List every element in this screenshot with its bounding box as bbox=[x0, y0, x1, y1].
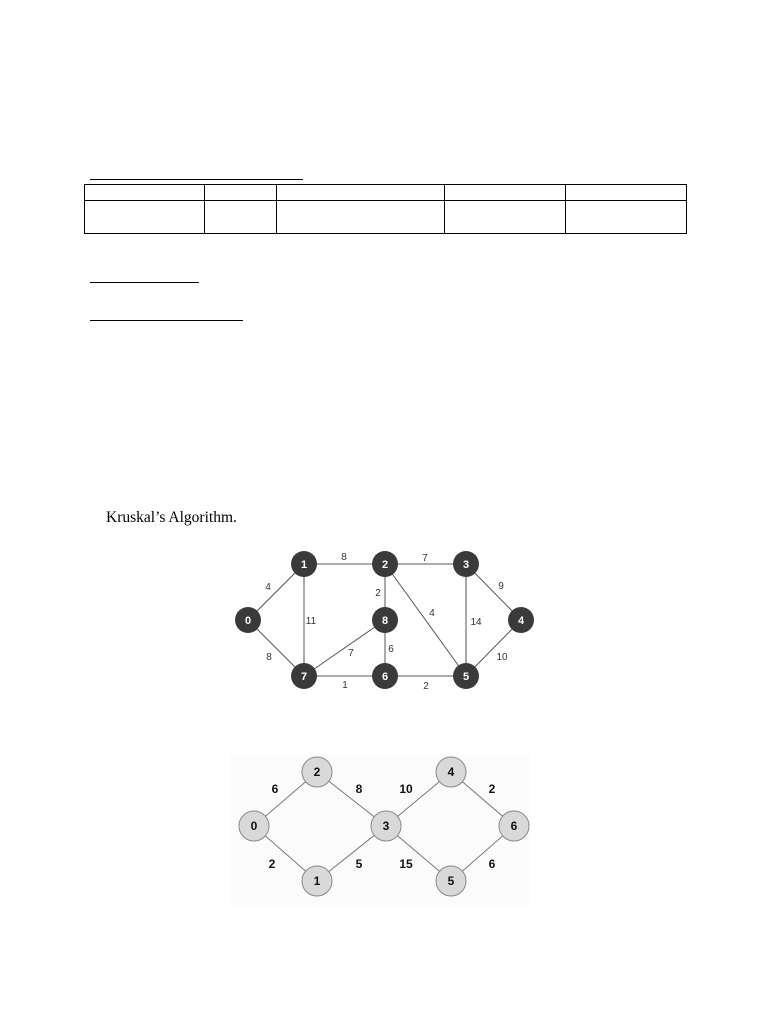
node-label: 2 bbox=[381, 559, 389, 571]
node-label: 0 bbox=[250, 819, 258, 833]
edge-weight: 2 bbox=[488, 782, 496, 796]
edge-weight: 7 bbox=[348, 648, 354, 659]
graph-2 bbox=[0, 750, 768, 910]
node-label: 8 bbox=[381, 615, 389, 627]
edge-weight: 4 bbox=[265, 582, 271, 593]
table-cell bbox=[277, 201, 445, 234]
table-cell bbox=[277, 185, 445, 201]
table-cell bbox=[445, 201, 566, 234]
edge-weight: 6 bbox=[271, 782, 279, 796]
edge-weight: 9 bbox=[498, 581, 504, 592]
blank-line-2 bbox=[90, 320, 243, 321]
edge-7-8 bbox=[304, 620, 385, 676]
node-label: 5 bbox=[462, 671, 470, 683]
table-cell bbox=[85, 201, 205, 234]
edge-weight: 7 bbox=[422, 553, 428, 564]
node-label: 4 bbox=[447, 765, 455, 779]
table-cell bbox=[205, 201, 277, 234]
node-label: 5 bbox=[447, 874, 455, 888]
info-table-header-row bbox=[85, 185, 687, 201]
edge-weight: 14 bbox=[470, 617, 482, 628]
edge-weight: 2 bbox=[268, 857, 276, 871]
edge-weight: 10 bbox=[496, 652, 508, 663]
node-label: 4 bbox=[517, 615, 525, 627]
graph-1 bbox=[0, 540, 768, 700]
edge-weight: 1 bbox=[342, 680, 348, 691]
node-label: 6 bbox=[381, 671, 389, 683]
edge-weight: 6 bbox=[488, 857, 496, 871]
edge-weight: 4 bbox=[429, 608, 435, 619]
edge-weight: 8 bbox=[355, 782, 363, 796]
edge-weight: 10 bbox=[399, 782, 413, 796]
table-cell bbox=[445, 185, 566, 201]
edge-weight: 6 bbox=[388, 644, 394, 655]
title-underline bbox=[90, 179, 303, 180]
edge-weight: 5 bbox=[355, 857, 363, 871]
node-label: 7 bbox=[300, 671, 308, 683]
blank-line-1 bbox=[90, 282, 199, 283]
edge-weight: 8 bbox=[266, 652, 272, 663]
node-label: 2 bbox=[313, 765, 321, 779]
table-cell bbox=[205, 185, 277, 201]
info-table bbox=[84, 184, 687, 234]
edge-weight: 8 bbox=[341, 552, 347, 563]
node-label: 3 bbox=[382, 819, 390, 833]
table-cell bbox=[85, 185, 205, 201]
node-label: 1 bbox=[313, 874, 321, 888]
node-label: 6 bbox=[510, 819, 518, 833]
edge-weight: 11 bbox=[305, 616, 317, 627]
node-label: 0 bbox=[244, 615, 252, 627]
info-table-row bbox=[85, 201, 687, 234]
edge-weight: 15 bbox=[399, 857, 413, 871]
table-cell bbox=[566, 201, 687, 234]
edge-weight: 2 bbox=[423, 681, 429, 692]
node-label: 1 bbox=[300, 559, 308, 571]
edge-weight: 2 bbox=[375, 588, 381, 599]
table-cell bbox=[566, 185, 687, 201]
node-label: 3 bbox=[462, 559, 470, 571]
figure-caption: Kruskal’s Algorithm. bbox=[106, 509, 237, 526]
